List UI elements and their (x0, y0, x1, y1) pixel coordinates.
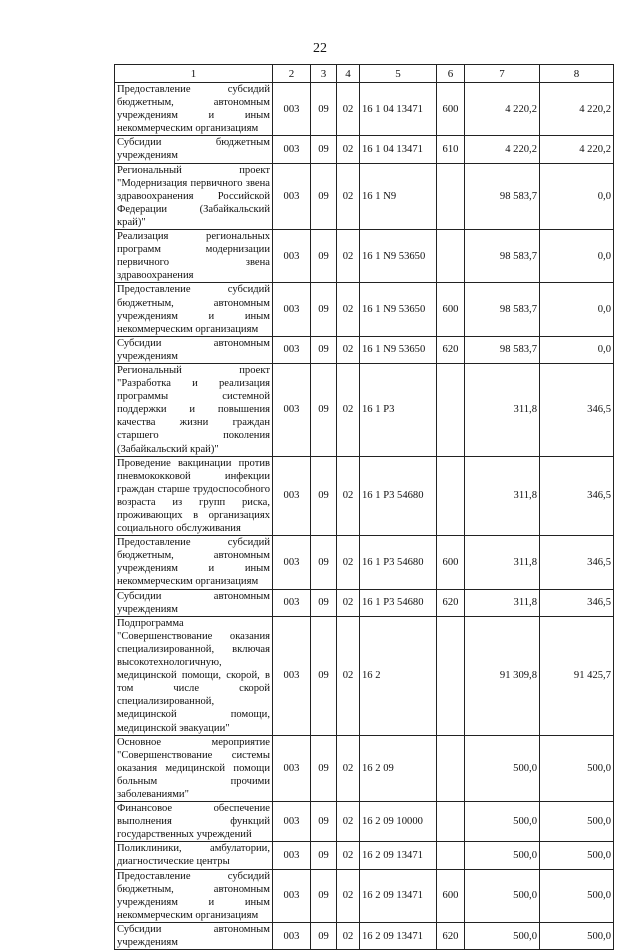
subsection-code-cell: 02 (337, 336, 360, 363)
section-code-cell: 09 (311, 616, 337, 735)
expense-type-cell (437, 230, 465, 283)
section-code-cell: 09 (311, 589, 337, 616)
expense-type-cell: 610 (437, 136, 465, 163)
amount-year-2-cell: 346,5 (540, 456, 614, 536)
target-article-cell: 16 1 P3 54680 (360, 536, 437, 589)
amount-year-1-cell: 500,0 (465, 735, 540, 801)
section-code-cell: 09 (311, 83, 337, 136)
amount-year-2-cell: 500,0 (540, 735, 614, 801)
target-article-cell: 16 1 04 13471 (360, 136, 437, 163)
subsection-code-cell: 02 (337, 83, 360, 136)
section-code-cell: 09 (311, 136, 337, 163)
target-article-cell: 16 1 N9 53650 (360, 283, 437, 336)
section-code-cell: 09 (311, 363, 337, 456)
subsection-code-cell: 02 (337, 589, 360, 616)
ministry-code-cell: 003 (273, 230, 311, 283)
amount-year-1-cell: 98 583,7 (465, 230, 540, 283)
subsection-code-cell: 02 (337, 536, 360, 589)
expense-type-cell: 600 (437, 536, 465, 589)
amount-year-1-cell: 500,0 (465, 842, 540, 869)
expense-type-cell (437, 802, 465, 842)
table-body (115, 83, 614, 950)
item-name-cell: Предоставление субсидий бюджетным, автономным учреждениям и иным некоммерческим организациям (115, 283, 273, 336)
amount-year-1-cell: 311,8 (465, 456, 540, 536)
expense-type-cell: 620 (437, 922, 465, 949)
ministry-code-cell: 003 (273, 842, 311, 869)
amount-year-2-cell: 0,0 (540, 336, 614, 363)
amount-year-1-cell: 98 583,7 (465, 336, 540, 363)
amount-year-1-cell: 4 220,2 (465, 136, 540, 163)
amount-year-2-cell: 500,0 (540, 869, 614, 922)
ministry-code-cell: 003 (273, 616, 311, 735)
subsection-code-cell: 02 (337, 456, 360, 536)
ministry-code-cell: 003 (273, 735, 311, 801)
target-article-cell: 16 1 P3 54680 (360, 589, 437, 616)
item-name-cell: Основное мероприятие "Совершенствование системы оказания медицинской помощи больным прочими заболеваниями" (115, 735, 273, 801)
subsection-code-cell: 02 (337, 869, 360, 922)
target-article-cell: 16 2 (360, 616, 437, 735)
table-row (115, 163, 614, 229)
subsection-code-cell: 02 (337, 616, 360, 735)
item-name-cell: Региональный проект "Разработка и реализация программы системной поддержки и повышения качества жизни граждан старшего поколения (Забайкальский край)" (115, 363, 273, 456)
table-row (115, 283, 614, 336)
table-row (115, 589, 614, 616)
table-row (115, 616, 614, 735)
item-name-cell: Финансовое обеспечение выполнения функций государственных учреждений (115, 802, 273, 842)
section-code-cell: 09 (311, 802, 337, 842)
target-article-cell: 16 2 09 13471 (360, 869, 437, 922)
subsection-code-cell: 02 (337, 802, 360, 842)
table-row (115, 842, 614, 869)
ministry-code-cell: 003 (273, 922, 311, 949)
column-header: 4 (337, 65, 360, 83)
expense-type-cell: 620 (437, 589, 465, 616)
subsection-code-cell: 02 (337, 363, 360, 456)
amount-year-1-cell: 500,0 (465, 802, 540, 842)
amount-year-2-cell: 0,0 (540, 230, 614, 283)
item-name-cell: Субсидии автономным учреждениям (115, 589, 273, 616)
section-code-cell: 09 (311, 163, 337, 229)
section-code-cell: 09 (311, 283, 337, 336)
section-code-cell: 09 (311, 536, 337, 589)
column-header: 6 (437, 65, 465, 83)
item-name-cell: Региональный проект "Модернизация первичного звена здравоохранения Российской Федерации (Забайкальский край)" (115, 163, 273, 229)
expense-type-cell (437, 456, 465, 536)
target-article-cell: 16 1 04 13471 (360, 83, 437, 136)
amount-year-1-cell: 98 583,7 (465, 283, 540, 336)
ministry-code-cell: 003 (273, 536, 311, 589)
amount-year-1-cell: 311,8 (465, 363, 540, 456)
budget-table (114, 64, 614, 950)
table-row (115, 735, 614, 801)
ministry-code-cell: 003 (273, 589, 311, 616)
amount-year-1-cell: 4 220,2 (465, 83, 540, 136)
amount-year-1-cell: 311,8 (465, 536, 540, 589)
amount-year-1-cell: 500,0 (465, 922, 540, 949)
expense-type-cell: 600 (437, 869, 465, 922)
ministry-code-cell: 003 (273, 83, 311, 136)
section-code-cell: 09 (311, 869, 337, 922)
item-name-cell: Проведение вакцинации против пневмококковой инфекции граждан старше трудоспособного возраста из групп риска, проживающих в организациях социального обслуживания (115, 456, 273, 536)
table-row (115, 456, 614, 536)
item-name-cell: Подпрограмма "Совершенствование оказания специализированной, включая высокотехнологичную, медицинской помощи, скорой, в том числе скорой специализированной, медицинской помощи, медицинской эвакуации" (115, 616, 273, 735)
item-name-cell: Субсидии автономным учреждениям (115, 336, 273, 363)
amount-year-2-cell: 500,0 (540, 922, 614, 949)
subsection-code-cell: 02 (337, 283, 360, 336)
item-name-cell: Поликлиники, амбулатории, диагностические центры (115, 842, 273, 869)
item-name-cell: Реализация региональных программ модернизации первичного звена здравоохранения (115, 230, 273, 283)
table-row (115, 83, 614, 136)
header-row (115, 65, 614, 83)
ministry-code-cell: 003 (273, 363, 311, 456)
ministry-code-cell: 003 (273, 456, 311, 536)
table-row (115, 802, 614, 842)
target-article-cell: 16 2 09 13471 (360, 842, 437, 869)
item-name-cell: Субсидии бюджетным учреждениям (115, 136, 273, 163)
item-name-cell: Субсидии автономным учреждениям (115, 922, 273, 949)
ministry-code-cell: 003 (273, 802, 311, 842)
target-article-cell: 16 2 09 13471 (360, 922, 437, 949)
ministry-code-cell: 003 (273, 336, 311, 363)
target-article-cell: 16 1 N9 (360, 163, 437, 229)
target-article-cell: 16 1 P3 54680 (360, 456, 437, 536)
table-row (115, 363, 614, 456)
table-row (115, 922, 614, 949)
subsection-code-cell: 02 (337, 922, 360, 949)
subsection-code-cell: 02 (337, 230, 360, 283)
column-header: 5 (360, 65, 437, 83)
item-name-cell: Предоставление субсидий бюджетным, автономным учреждениям и иным некоммерческим организациям (115, 536, 273, 589)
section-code-cell: 09 (311, 735, 337, 801)
target-article-cell: 16 2 09 10000 (360, 802, 437, 842)
subsection-code-cell: 02 (337, 842, 360, 869)
subsection-code-cell: 02 (337, 136, 360, 163)
amount-year-2-cell: 91 425,7 (540, 616, 614, 735)
amount-year-1-cell: 500,0 (465, 869, 540, 922)
amount-year-2-cell: 500,0 (540, 802, 614, 842)
amount-year-1-cell: 98 583,7 (465, 163, 540, 229)
amount-year-1-cell: 311,8 (465, 589, 540, 616)
table-row (115, 230, 614, 283)
page-number: 22 (313, 41, 327, 56)
column-header: 1 (115, 65, 273, 83)
expense-type-cell: 600 (437, 283, 465, 336)
expense-type-cell (437, 842, 465, 869)
expense-type-cell (437, 163, 465, 229)
section-code-cell: 09 (311, 230, 337, 283)
amount-year-2-cell: 4 220,2 (540, 136, 614, 163)
expense-type-cell (437, 616, 465, 735)
expense-type-cell (437, 363, 465, 456)
table-row (115, 136, 614, 163)
item-name-cell: Предоставление субсидий бюджетным, автономным учреждениям и иным некоммерческим организациям (115, 83, 273, 136)
expense-type-cell: 600 (437, 83, 465, 136)
ministry-code-cell: 003 (273, 163, 311, 229)
amount-year-2-cell: 346,5 (540, 536, 614, 589)
table-row (115, 336, 614, 363)
amount-year-2-cell: 4 220,2 (540, 83, 614, 136)
section-code-cell: 09 (311, 456, 337, 536)
expense-type-cell: 620 (437, 336, 465, 363)
section-code-cell: 09 (311, 922, 337, 949)
subsection-code-cell: 02 (337, 735, 360, 801)
target-article-cell: 16 1 P3 (360, 363, 437, 456)
target-article-cell: 16 2 09 (360, 735, 437, 801)
expense-type-cell (437, 735, 465, 801)
column-header: 7 (465, 65, 540, 83)
amount-year-1-cell: 91 309,8 (465, 616, 540, 735)
amount-year-2-cell: 0,0 (540, 163, 614, 229)
amount-year-2-cell: 0,0 (540, 283, 614, 336)
column-header: 3 (311, 65, 337, 83)
subsection-code-cell: 02 (337, 163, 360, 229)
ministry-code-cell: 003 (273, 136, 311, 163)
item-name-cell: Предоставление субсидий бюджетным, автономным учреждениям и иным некоммерческим организациям (115, 869, 273, 922)
ministry-code-cell: 003 (273, 869, 311, 922)
target-article-cell: 16 1 N9 53650 (360, 230, 437, 283)
amount-year-2-cell: 346,5 (540, 589, 614, 616)
table-row (115, 536, 614, 589)
section-code-cell: 09 (311, 336, 337, 363)
target-article-cell: 16 1 N9 53650 (360, 336, 437, 363)
amount-year-2-cell: 346,5 (540, 363, 614, 456)
table-row (115, 869, 614, 922)
amount-year-2-cell: 500,0 (540, 842, 614, 869)
ministry-code-cell: 003 (273, 283, 311, 336)
column-header: 2 (273, 65, 311, 83)
section-code-cell: 09 (311, 842, 337, 869)
column-header: 8 (540, 65, 614, 83)
